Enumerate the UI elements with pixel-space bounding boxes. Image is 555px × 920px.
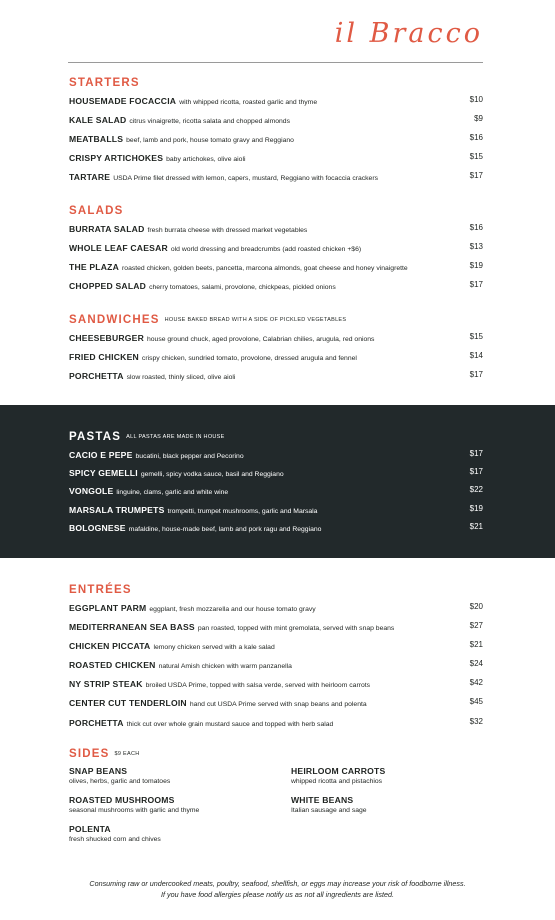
menu-list — [69, 331, 483, 388]
section-title-text: PASTAS — [69, 431, 122, 443]
menu-item-name: CACIO E PEPE — [69, 450, 133, 460]
menu-item-name: ROASTED CHICKEN — [69, 660, 156, 671]
menu-item-price: $17 — [469, 467, 483, 477]
menu-item — [69, 716, 483, 735]
side-desc: fresh shucked corn and chives — [69, 836, 161, 843]
menu-item-name: CHICKEN PICCATA — [69, 641, 151, 652]
menu-item-name: BURRATA SALAD — [69, 224, 145, 234]
menu-item-name: VONGOLE — [69, 486, 114, 497]
menu-item-desc: slow roasted, thinly sliced, olive aioli — [126, 374, 236, 382]
menu-item — [69, 484, 483, 502]
side-name: WHITE BEANS — [291, 795, 354, 805]
side-item — [69, 794, 199, 816]
section-note: HOUSE BAKED BREAD WITH A SIDE OF PICKLED VEGETABLES — [164, 317, 347, 323]
side-name: HEIRLOOM CARROTS — [291, 766, 386, 776]
restaurant-logo: il Bracco — [334, 18, 483, 49]
menu-item-desc: pan roasted, topped with mint gremolata, served with snap beans — [197, 625, 395, 633]
menu-item-desc: fresh burrata cheese with dressed market vegetables — [147, 227, 308, 234]
pastas-band — [0, 405, 555, 558]
starters-section — [69, 75, 483, 189]
menu-item — [69, 601, 483, 620]
section-title — [69, 312, 483, 328]
menu-item-name: CRISPY ARTICHOKES — [69, 153, 164, 164]
header-divider — [68, 62, 483, 63]
menu-item-price: $15 — [469, 152, 483, 162]
menu-item — [69, 620, 483, 639]
side-name: ROASTED MUSHROOMS — [69, 795, 175, 805]
menu-item-price: $22 — [469, 485, 483, 495]
menu-item-desc: house ground chuck, aged provolone, Calabrian chilies, arugula, red onions — [146, 336, 375, 343]
pastas-section — [69, 429, 483, 539]
menu-item-desc: thick cut over whole grain mustard sauce and topped with herb salad — [126, 720, 334, 728]
menu-item — [69, 521, 483, 539]
menu-item — [69, 260, 483, 279]
menu-item-name: MEDITERRANEAN SEA BASS — [69, 622, 195, 633]
menu-item-desc: hand cut USDA Prime served with snap beans and polenta — [189, 701, 367, 709]
menu-item-price: $9 — [474, 114, 483, 124]
menu-item-price: $15 — [469, 332, 483, 341]
side-desc: whipped ricotta and pistachios — [291, 778, 383, 785]
menu-item-desc: lemony chicken served with a kale salad — [153, 644, 275, 652]
side-desc: Italian sausage and sage — [291, 807, 367, 814]
menu-item — [69, 658, 483, 677]
section-title: STARTERS — [69, 77, 140, 89]
menu-item-name: TARTARE — [69, 172, 111, 183]
salads-section — [69, 203, 483, 298]
menu-item — [69, 94, 483, 113]
menu-item-name: MEATBALLS — [69, 134, 124, 145]
menu-item-price: $17 — [469, 449, 483, 458]
menu-item-price: $17 — [469, 171, 483, 181]
section-title — [69, 429, 483, 445]
menu-item-price: $17 — [469, 280, 483, 290]
menu-item-price: $16 — [469, 133, 483, 143]
menu-item-desc: beef, lamb and pork, house tomato gravy and Reggiano — [126, 137, 294, 145]
menu-item — [69, 170, 483, 189]
sandwiches-section — [69, 312, 483, 388]
menu-item — [69, 132, 483, 151]
menu-item — [69, 639, 483, 658]
menu-item — [69, 350, 483, 369]
side-name: SNAP BEANS — [69, 766, 128, 776]
menu-item-name: CHOPPED SALAD — [69, 281, 147, 292]
side-item — [291, 765, 385, 787]
side-item — [291, 794, 367, 816]
menu-item-desc: baby artichokes, olive aioli — [166, 156, 246, 164]
menu-item-desc: mafaldine, house-made beef, lamb and pork ragu and Reggiano — [128, 525, 322, 533]
menu-item-name: CHEESEBURGER — [69, 333, 144, 343]
menu-item-name: THE PLAZA — [69, 262, 120, 273]
menu-item-name: MARSALA TRUMPETS — [69, 504, 165, 515]
section-title — [69, 746, 483, 762]
menu-item — [69, 466, 483, 484]
side-desc: olives, herbs, garlic and tomatoes — [69, 778, 171, 785]
menu-list — [69, 448, 483, 539]
section-title: ENTRÉES — [69, 584, 132, 596]
menu-list — [69, 222, 483, 298]
side-name: POLENTA — [69, 824, 111, 834]
menu-item-price: $14 — [469, 351, 483, 361]
menu-item-desc: crispy chicken, sundried tomato, provolone, dressed arugula and fennel — [141, 355, 357, 363]
side-desc: seasonal mushrooms with garlic and thyme — [69, 807, 200, 814]
menu-list — [69, 601, 483, 735]
entrees-section — [69, 582, 483, 735]
menu-item-price: $42 — [469, 678, 483, 688]
menu-item-price: $16 — [469, 223, 483, 232]
menu-item-name: EGGPLANT PARM — [69, 603, 147, 613]
menu-item-price: $17 — [469, 370, 483, 380]
section-title-text: SANDWICHES — [69, 314, 160, 326]
menu-item-desc: bucatini, black pepper and Pecorino — [135, 453, 244, 460]
menu-item — [69, 241, 483, 260]
menu-item-name: PORCHETTA — [69, 371, 124, 382]
menu-item-name: BOLOGNESE — [69, 522, 126, 533]
menu-item-name: PORCHETTA — [69, 717, 124, 728]
menu-item-price: $10 — [469, 95, 483, 104]
section-title-text: SIDES — [69, 748, 110, 760]
menu-item-desc: with whipped ricotta, roasted garlic and thyme — [179, 99, 318, 106]
menu-item-desc: citrus vinaigrette, ricotta salata and chopped almonds — [129, 118, 290, 126]
menu-item-price: $19 — [469, 503, 483, 513]
menu-item-name: CENTER CUT TENDERLOIN — [69, 698, 187, 709]
section-note: ALL PASTAS ARE MADE IN HOUSE — [126, 434, 225, 440]
menu-item-name: HOUSEMADE FOCACCIA — [69, 96, 177, 106]
menu-item-desc: old world dressing and breadcrumbs (add roasted chicken +$6) — [170, 246, 362, 254]
disclaimer-line: Consuming raw or undercooked meats, poultry, seafood, shellfish, or eggs may increase your risk of foodborne illness. — [89, 879, 466, 888]
menu-item-desc: cherry tomatoes, salami, provolone, chickpeas, pickled onions — [149, 284, 336, 292]
side-item — [69, 765, 170, 787]
menu-item-price: $45 — [469, 697, 483, 707]
menu-item-desc: eggplant, fresh mozzarella and our house tomato gravy — [149, 606, 316, 613]
sides-section — [69, 746, 483, 843]
allergy-disclaimer — [0, 878, 555, 900]
menu-item — [69, 151, 483, 170]
menu-item — [69, 222, 483, 241]
menu-item — [69, 331, 483, 350]
menu-item-name: WHOLE LEAF CAESAR — [69, 243, 168, 254]
menu-list — [69, 94, 483, 189]
menu-item-desc: natural Amish chicken with warm panzanella — [158, 663, 292, 671]
menu-item — [69, 677, 483, 696]
menu-item — [69, 448, 483, 466]
menu-item-name: KALE SALAD — [69, 115, 127, 126]
menu-item-name: SPICY GEMELLI — [69, 468, 138, 479]
side-item — [69, 823, 161, 845]
menu-item-name: FRIED CHICKEN — [69, 352, 139, 363]
menu-item-desc: roasted chicken, golden beets, pancetta, marcona almonds, goat cheese and honey vinaigrette — [122, 265, 408, 273]
section-title: SALADS — [69, 205, 124, 217]
menu-item — [69, 503, 483, 521]
menu-item-desc: USDA Prime filet dressed with lemon, capers, mustard, Reggiano with focaccia crackers — [113, 175, 378, 183]
section-note: $9 EACH — [114, 751, 140, 757]
menu-item-price: $21 — [469, 521, 483, 531]
menu-item — [69, 369, 483, 388]
menu-item-price: $32 — [469, 716, 483, 726]
menu-item-price: $27 — [469, 621, 483, 631]
disclaimer-line: If you have food allergies please notify us as not all ingredients are listed. — [161, 890, 394, 899]
menu-item-name: NY STRIP STEAK — [69, 679, 143, 690]
menu-item-desc: trompetti, trumpet mushrooms, garlic and Marsala — [167, 507, 318, 515]
menu-item-desc: gemelli, spicy vodka sauce, basil and Reggiano — [140, 471, 284, 479]
menu-item-price: $20 — [469, 602, 483, 611]
menu-item — [69, 696, 483, 715]
menu-item-desc: linguine, clams, garlic and white wine — [116, 489, 229, 497]
menu-item — [69, 279, 483, 298]
menu-item-price: $24 — [469, 659, 483, 669]
menu-item-price: $13 — [469, 242, 483, 252]
menu-item — [69, 113, 483, 132]
menu-item-desc: broiled USDA Prime, topped with salsa verde, served with heirloom carrots — [145, 682, 371, 690]
menu-item-price: $21 — [469, 640, 483, 650]
menu-item-price: $19 — [469, 261, 483, 271]
